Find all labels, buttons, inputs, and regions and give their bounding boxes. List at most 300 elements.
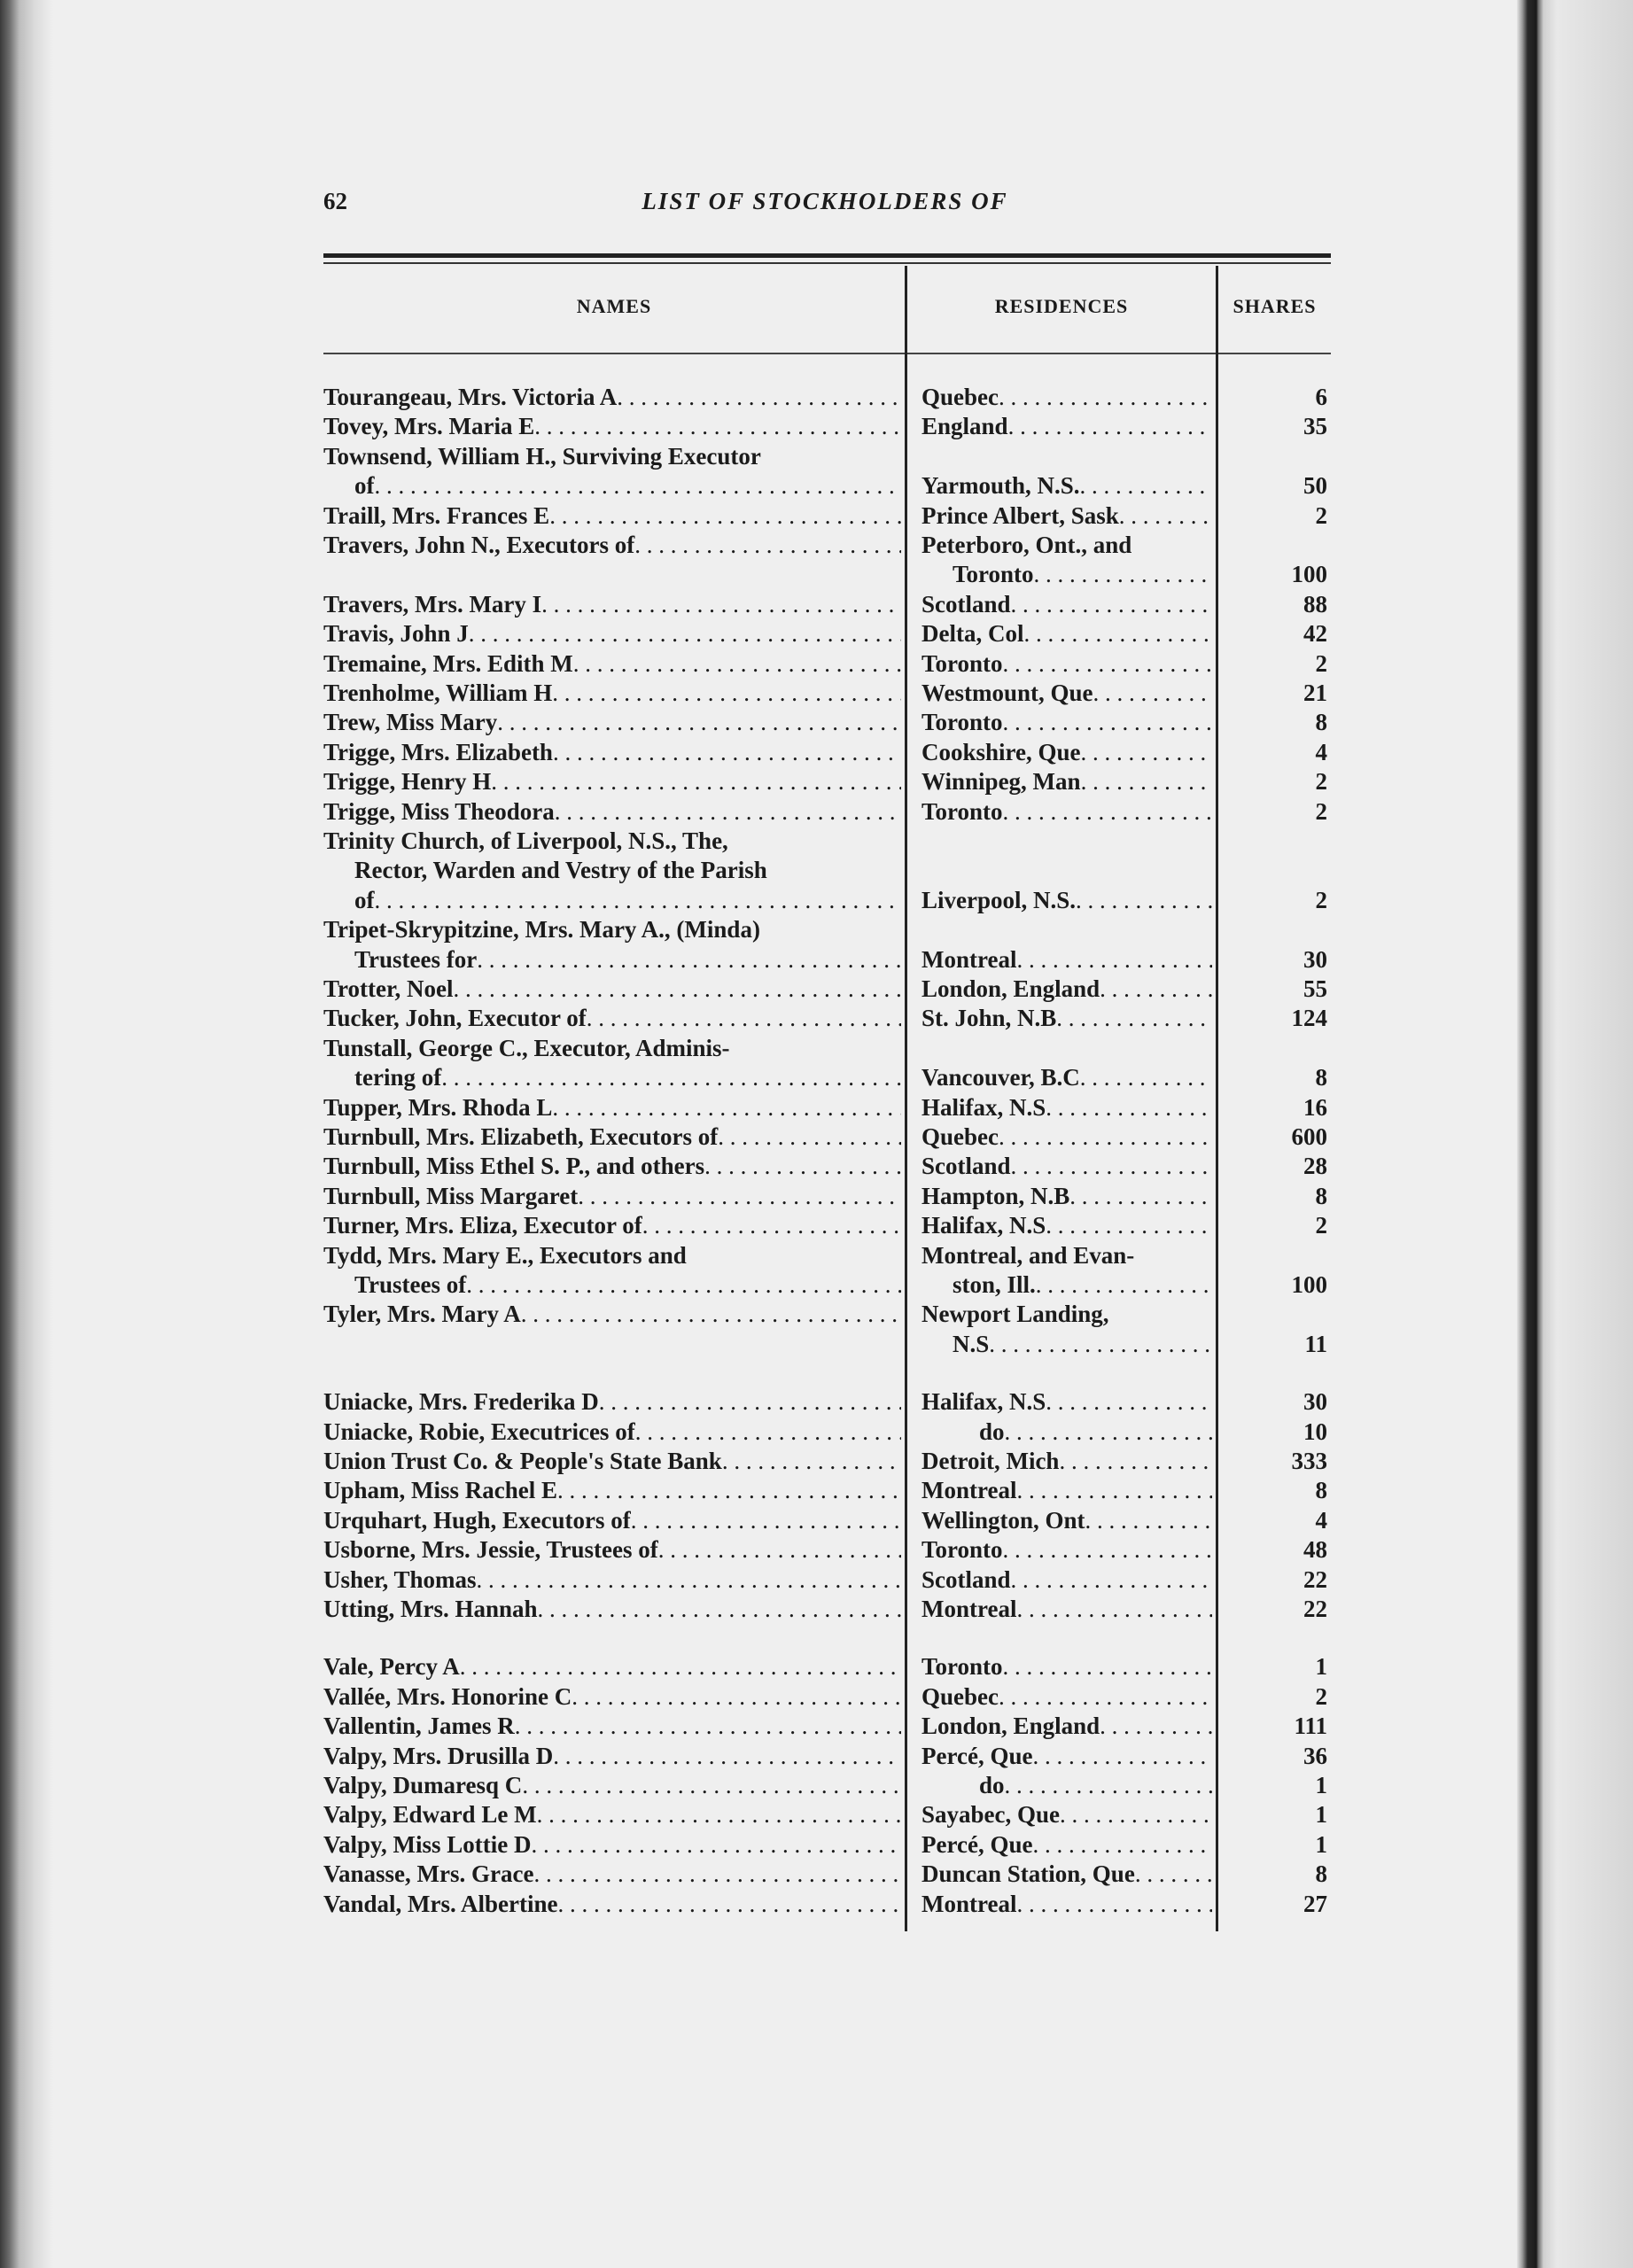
leader-dots [1069, 1182, 1212, 1211]
stockholder-shares: 36 [1303, 1742, 1327, 1769]
stockholder-residence-text: Prince Albert, Sask [921, 501, 1119, 529]
stockholder-residence [921, 945, 1212, 975]
stockholder-shares: 8 [1315, 1064, 1327, 1091]
stockholder-name [323, 649, 901, 679]
stockholder-shares: 30 [1303, 1388, 1327, 1416]
stockholder-residence-text: Percé, Que [921, 1742, 1033, 1769]
leader-dots [1016, 945, 1212, 975]
stockholder-name-text: Travers, John N., Executors of [323, 532, 635, 558]
leader-dots [718, 1122, 901, 1152]
stockholder-residence [921, 1860, 1212, 1889]
stockholder-shares: 2 [1315, 649, 1327, 677]
stockholder-name [323, 1712, 901, 1741]
stockholder-residence-text: Delta, Col [921, 620, 1024, 648]
stockholder-residence-text: London, England [921, 975, 1100, 1002]
stockholder-name [323, 1122, 901, 1152]
leader-dots [573, 649, 901, 679]
stockholder-residence-text: Detroit, Mich [921, 1448, 1060, 1474]
leader-dots [1003, 1652, 1212, 1682]
stockholder-name [323, 975, 901, 1004]
stockholder-residence [921, 1300, 1212, 1329]
stockholder-residence [921, 886, 1212, 915]
stockholder-name-text: Usher, Thomas [323, 1565, 477, 1593]
leader-dots [1011, 1565, 1212, 1595]
column-header-names: NAMES [576, 295, 652, 317]
stockholder-name-text: Vallentin, James R [323, 1713, 515, 1740]
stockholder-shares: 8 [1315, 709, 1327, 736]
stockholder-shares: 8 [1315, 1477, 1327, 1504]
leader-dots [1032, 1830, 1212, 1860]
stockholder-shares: 16 [1303, 1093, 1327, 1121]
stockholder-shares: 111 [1294, 1713, 1327, 1740]
leader-dots [549, 501, 901, 531]
stockholder-shares: 22 [1303, 1565, 1327, 1593]
stockholder-residence [921, 1771, 1212, 1800]
stockholder-name-text: Tourangeau, Mrs. Victoria A [323, 384, 618, 410]
leader-dots [722, 1447, 901, 1476]
stockholder-name [323, 619, 901, 649]
stockholder-name-text: Valpy, Dumaresq C [323, 1772, 523, 1798]
stockholder-name-text: Tunstall, George C., Executor, Adminis- [323, 1034, 730, 1061]
stockholder-residence [921, 1742, 1212, 1771]
stockholder-name-text: Usborne, Mrs. Jessie, Trustees of [323, 1536, 658, 1564]
stockholder-name [323, 1890, 901, 1919]
leader-dots [1005, 1418, 1212, 1447]
stockholder-residence [921, 738, 1212, 767]
stockholder-residence-text: Toronto [921, 649, 1003, 677]
leader-dots [1081, 738, 1212, 767]
stockholder-name-text: Traill, Mrs. Frances E [323, 501, 550, 529]
leader-dots [552, 679, 901, 708]
stockholder-name [354, 945, 901, 975]
leader-dots [1056, 1004, 1212, 1033]
stockholder-name [354, 1270, 901, 1300]
stockholder-name-text: Trustees for [354, 945, 478, 973]
stockholder-shares: 55 [1303, 975, 1327, 1002]
leader-dots [634, 531, 901, 560]
leader-dots [1023, 619, 1212, 649]
leader-dots [553, 738, 901, 767]
stockholder-residence-text: Toronto [921, 1536, 1003, 1564]
stockholder-residence [921, 1830, 1212, 1860]
leader-dots [1080, 471, 1212, 501]
stockholder-name [323, 531, 901, 560]
page-number: 62 [323, 188, 347, 214]
stockholder-residence-text: Quebec [921, 1123, 999, 1150]
stockholder-shares: 50 [1303, 472, 1327, 500]
stockholder-residence [921, 1211, 1212, 1240]
stockholder-residence [921, 1565, 1212, 1595]
stockholder-name [323, 412, 901, 441]
stockholder-shares: 2 [1315, 1682, 1327, 1710]
stockholder-residence [921, 1241, 1212, 1270]
stockholder-name-text: Tucker, John, Executor of [323, 1005, 587, 1032]
stockholder-name [323, 679, 901, 708]
leader-dots [1119, 501, 1212, 531]
stockholder-name-text: tering of [354, 1064, 442, 1091]
stockholder-residence-text: Montreal [921, 1477, 1017, 1504]
stockholder-residence [921, 1800, 1212, 1829]
stockholder-name [323, 827, 901, 856]
stockholder-shares: 2 [1315, 797, 1327, 825]
stockholder-name [323, 1535, 901, 1565]
stockholder-shares: 6 [1315, 384, 1327, 410]
stockholder-residence [921, 1447, 1212, 1476]
leader-dots [532, 1830, 901, 1860]
stockholder-residence-text: Halifax, N.S [921, 1212, 1046, 1239]
stockholder-name [323, 1742, 901, 1771]
leader-dots [1016, 1476, 1212, 1505]
leader-dots [541, 590, 901, 619]
stockholder-shares: 35 [1303, 413, 1327, 440]
stockholder-residence-text: Montreal [921, 945, 1017, 973]
leader-dots [658, 1535, 901, 1565]
stockholder-name [323, 1830, 901, 1860]
stockholder-residence [921, 1682, 1212, 1712]
stockholder-name [323, 767, 901, 796]
leader-dots [1060, 1800, 1212, 1829]
stockholder-name [323, 1447, 901, 1476]
stockholder-residence [953, 1330, 1212, 1359]
stockholder-residence-text: Percé, Que [921, 1830, 1033, 1858]
stockholder-shares: 2 [1315, 886, 1327, 913]
stockholder-shares: 8 [1315, 1182, 1327, 1209]
stockholder-name [323, 1800, 901, 1829]
leader-dots [1003, 1535, 1212, 1565]
leader-dots [491, 767, 901, 796]
leader-dots [552, 1093, 901, 1122]
stockholder-name-text: Utting, Mrs. Hannah [323, 1596, 538, 1622]
stockholder-name [323, 1182, 901, 1211]
stockholder-name-text: Turnbull, Miss Margaret [323, 1182, 579, 1209]
stockholder-name-text: Trigge, Mrs. Elizabeth [323, 738, 553, 765]
leader-dots [578, 1182, 901, 1211]
stockholder-name [323, 1771, 901, 1800]
stockholder-name-text: Turnbull, Mrs. Elizabeth, Executors of [323, 1123, 719, 1150]
stockholder-residence-text: Hampton, N.B [921, 1182, 1070, 1209]
stockholder-residence [921, 1093, 1212, 1122]
stockholder-shares: 4 [1315, 1506, 1327, 1534]
leader-dots [1011, 1152, 1212, 1181]
leader-dots [1059, 1447, 1212, 1476]
leader-dots [1135, 1860, 1212, 1889]
stockholder-residence [921, 797, 1212, 827]
leader-dots [1036, 1270, 1212, 1300]
leader-dots [553, 1742, 901, 1771]
stockholder-name-text: of [354, 886, 375, 913]
stockholder-name-text: Vanasse, Mrs. Grace [323, 1860, 534, 1888]
stockholder-name-text: Trigge, Miss Theodora [323, 797, 555, 825]
leader-dots [477, 1565, 901, 1595]
leader-dots [515, 1712, 901, 1741]
leader-dots [522, 1771, 901, 1800]
leader-dots [1100, 975, 1212, 1004]
stockholder-shares: 8 [1315, 1860, 1327, 1888]
stockholder-residence-text: Duncan Station, Que [921, 1860, 1135, 1888]
leader-dots [1076, 886, 1212, 915]
stockholder-name-text: Vale, Percy A [323, 1653, 460, 1681]
column-header-shares: SHARES [1233, 295, 1317, 317]
stockholder-residence-text: Sayabec, Que [921, 1801, 1061, 1829]
stockholder-residence-text: Toronto [921, 797, 1003, 825]
leader-dots [1100, 1712, 1212, 1741]
stockholder-name [323, 1241, 901, 1270]
stockholder-residence-text: N.S [953, 1330, 990, 1357]
stockholder-name-text: of [354, 472, 375, 500]
stockholder-name-text: Valpy, Mrs. Drusilla D [323, 1742, 554, 1769]
leader-dots [1008, 412, 1212, 441]
leader-dots [631, 1506, 901, 1535]
stockholder-name [323, 1418, 901, 1447]
stockholder-residence-text: Liverpool, N.S. [921, 886, 1077, 913]
stockholder-residence [953, 560, 1212, 589]
leader-dots [375, 471, 902, 501]
column-header-residences: RESIDENCES [994, 295, 1129, 317]
stockholder-residence [921, 1182, 1212, 1211]
stockholder-name [323, 1093, 901, 1122]
stockholder-residence [921, 708, 1212, 737]
leader-dots [1034, 560, 1212, 589]
leader-dots [558, 1890, 901, 1919]
leader-dots [572, 1682, 901, 1712]
leader-dots [538, 1595, 901, 1624]
running-title: LIST OF STOCKHOLDERS OF [642, 188, 1008, 214]
leader-dots [642, 1211, 901, 1240]
stockholder-shares: 333 [1291, 1448, 1327, 1474]
leader-dots [999, 1682, 1212, 1712]
leader-dots [1093, 679, 1212, 708]
stockholder-name-text: Tovey, Mrs. Maria E [323, 413, 535, 440]
stockholder-residence [921, 531, 1212, 560]
stockholder-shares: 1 [1315, 1772, 1327, 1798]
stockholder-residence [921, 1476, 1212, 1505]
stockholder-name [323, 1387, 901, 1417]
stockholder-shares: 11 [1304, 1330, 1327, 1357]
leader-dots [375, 886, 902, 915]
leader-dots [453, 975, 901, 1004]
stockholder-residence-text: Quebec [921, 384, 999, 410]
stockholder-name [354, 1063, 901, 1092]
stockholder-name-text: Townsend, William H., Surviving Executor [323, 442, 761, 470]
stockholder-name-text: Trenholme, William H [323, 680, 553, 706]
stockholder-name-text: Vallée, Mrs. Honorine C [323, 1682, 572, 1710]
stockholder-name-text: Turnbull, Miss Ethel S. P., and others [323, 1153, 705, 1180]
stockholder-name [323, 738, 901, 767]
stockholder-name-text: Trinity Church, of Liverpool, N.S., The, [323, 827, 728, 854]
stockholder-residence-text: Scotland [921, 1153, 1011, 1180]
stockholder-name-text: Travis, John J [323, 620, 469, 648]
leader-dots [460, 1652, 901, 1682]
stockholder-residence [921, 767, 1212, 796]
stockholder-residence [921, 501, 1212, 531]
stockholder-name-text: Trigge, Henry H [323, 768, 492, 796]
stockholder-residence-text: Toronto [921, 709, 1003, 736]
stockholder-name-text: Tydd, Mrs. Mary E., Executors and [323, 1241, 687, 1269]
stockholder-residence [921, 590, 1212, 619]
stockholder-shares: 124 [1291, 1005, 1327, 1032]
stockholder-shares: 1 [1315, 1653, 1327, 1681]
stockholder-residence-text: Westmount, Que [921, 680, 1093, 706]
stockholder-shares: 2 [1315, 501, 1327, 529]
leader-dots [1016, 1595, 1212, 1624]
stockholder-name [323, 1004, 901, 1033]
stockholder-shares: 48 [1303, 1536, 1327, 1564]
stockholder-name-text: Uniacke, Mrs. Frederika D [323, 1388, 599, 1416]
leader-dots [533, 1860, 901, 1889]
stockholder-residence [921, 383, 1212, 412]
stockholder-name-text: Turner, Mrs. Eliza, Executor of [323, 1212, 642, 1239]
stockholder-residence [921, 1535, 1212, 1565]
stockholder-residence-text: Cookshire, Que [921, 738, 1081, 765]
stockholder-shares: 4 [1315, 738, 1327, 765]
stockholder-name [323, 1300, 901, 1329]
leader-dots [497, 708, 901, 737]
stockholder-shares: 21 [1303, 680, 1327, 706]
stockholder-residence [921, 1890, 1212, 1919]
stockholder-name [323, 1565, 901, 1595]
leader-dots [1011, 590, 1212, 619]
stockholder-residence-text: Toronto [953, 561, 1034, 588]
leader-dots [441, 1063, 901, 1092]
stockholder-name [323, 590, 901, 619]
stockholder-shares: 100 [1291, 1271, 1327, 1298]
stockholder-name [323, 797, 901, 827]
stockholder-name-text: Uniacke, Robie, Executrices of [323, 1418, 635, 1445]
stockholder-name-text: Tripet-Skrypitzine, Mrs. Mary A., (Minda) [323, 916, 760, 944]
stockholder-residence [921, 471, 1212, 501]
stockholder-residence [921, 975, 1212, 1004]
stockholder-residence [921, 1595, 1212, 1624]
leader-dots [477, 945, 901, 975]
stockholder-shares: 88 [1303, 590, 1327, 617]
stockholder-residence [921, 1122, 1212, 1152]
leader-dots [1085, 1506, 1212, 1535]
stockholder-residence [921, 1063, 1212, 1092]
stockholder-name-text: Trotter, Noel [323, 975, 454, 1002]
stockholder-name-text: Tremaine, Mrs. Edith M [323, 649, 573, 677]
stockholder-residence-text: Montreal [921, 1596, 1017, 1622]
stockholder-name [323, 1682, 901, 1712]
stockholder-residence-text: England [921, 413, 1008, 440]
stockholder-name [323, 1595, 901, 1624]
stockholder-residence-text: Scotland [921, 1565, 1011, 1593]
leader-dots [599, 1387, 901, 1417]
stockholder-name-text: Upham, Miss Rachel E [323, 1477, 558, 1504]
stockholder-residence [921, 1004, 1212, 1033]
stockholder-shares: 2 [1315, 1212, 1327, 1239]
stockholder-residence [921, 1712, 1212, 1741]
leader-dots [1005, 1771, 1212, 1800]
stockholder-shares: 600 [1291, 1123, 1327, 1150]
stockholder-name-text: Rector, Warden and Vestry of the Parish [354, 857, 767, 884]
leader-dots [704, 1152, 901, 1181]
stockholder-name [354, 856, 901, 885]
stockholder-name [354, 886, 901, 915]
stockholder-residence-text: Halifax, N.S [921, 1388, 1046, 1416]
stockholder-residence-text: Toronto [921, 1653, 1003, 1681]
stockholder-shares: 1 [1315, 1830, 1327, 1858]
stockholder-residence [921, 679, 1212, 708]
stockholder-name-text: Tyler, Mrs. Mary A [323, 1301, 521, 1328]
leader-dots [989, 1330, 1212, 1359]
leader-dots [1046, 1211, 1212, 1240]
stockholder-name [323, 501, 901, 531]
leader-dots [635, 1418, 901, 1447]
leader-dots [1032, 1742, 1212, 1771]
stockholder-name-text: Trew, Miss Mary [323, 709, 498, 736]
stockholder-shares: 2 [1315, 768, 1327, 796]
stockholder-residence [921, 1652, 1212, 1682]
leader-dots [1080, 1063, 1212, 1092]
stockholder-name-text: Tupper, Mrs. Rhoda L [323, 1093, 553, 1121]
stockholder-residence [921, 1506, 1212, 1535]
leader-dots [1046, 1093, 1212, 1122]
stockholder-residence-text: Winnipeg, Man [921, 768, 1081, 796]
leader-dots [587, 1004, 901, 1033]
leader-dots [534, 412, 901, 441]
leader-dots [469, 619, 901, 649]
stockholder-residence-text: London, England [921, 1713, 1100, 1740]
leader-dots [999, 1122, 1212, 1152]
stockholder-residence [921, 1387, 1212, 1417]
stockholder-residence [921, 1152, 1212, 1181]
leader-dots [557, 1476, 901, 1505]
stockholder-residence-text: St. John, N.B [921, 1005, 1057, 1032]
leader-dots [537, 1800, 901, 1829]
stockholder-shares: 42 [1303, 620, 1327, 648]
stockholder-name [323, 1211, 901, 1240]
stockholder-name [323, 1860, 901, 1889]
stockholder-residence-text: Scotland [921, 590, 1011, 617]
leader-dots [1016, 1890, 1212, 1919]
stockholder-residence-text: Peterboro, Ont., and [921, 532, 1132, 558]
leader-dots [1003, 797, 1212, 827]
stockholder-name-text: Valpy, Edward Le M [323, 1801, 537, 1829]
leader-dots [617, 383, 901, 412]
leader-dots [1046, 1387, 1212, 1417]
leader-dots [555, 797, 901, 827]
leader-dots [466, 1270, 901, 1300]
stockholder-shares: 30 [1303, 945, 1327, 973]
stockholder-name [323, 915, 901, 944]
stockholder-name-text: Urquhart, Hugh, Executors of [323, 1506, 631, 1534]
stockholder-residence-text: Quebec [921, 1682, 999, 1710]
stockholder-shares: 100 [1291, 561, 1327, 588]
stockholder-residence-text: do [979, 1418, 1005, 1445]
stockholder-residence [953, 1270, 1212, 1300]
leader-dots [1081, 767, 1212, 796]
stockholder-name [323, 1152, 901, 1181]
stockholder-name [323, 1506, 901, 1535]
stockholder-name [323, 1034, 901, 1063]
stockholder-shares: 27 [1303, 1890, 1327, 1917]
stockholder-name [323, 1476, 901, 1505]
leader-dots [1003, 708, 1212, 737]
stockholder-residence-text: Wellington, Ont [921, 1506, 1085, 1534]
stockholder-name [323, 708, 901, 737]
stockholder-residence-text: Yarmouth, N.S. [921, 472, 1080, 500]
stockholder-name-text: Vandal, Mrs. Albertine [323, 1890, 558, 1917]
leader-dots [1003, 649, 1212, 679]
stockholder-residence [921, 619, 1212, 649]
stockholder-residence-text: Newport Landing, [921, 1301, 1109, 1328]
stockholder-shares: 28 [1303, 1153, 1327, 1180]
stockholder-name-text: Travers, Mrs. Mary I [323, 590, 542, 617]
stockholder-residence [921, 1418, 1212, 1447]
stockholder-residence-text: Montreal, and Evan- [921, 1241, 1135, 1269]
stockholder-residence-text: do [979, 1772, 1005, 1798]
stockholder-residence [921, 412, 1212, 441]
